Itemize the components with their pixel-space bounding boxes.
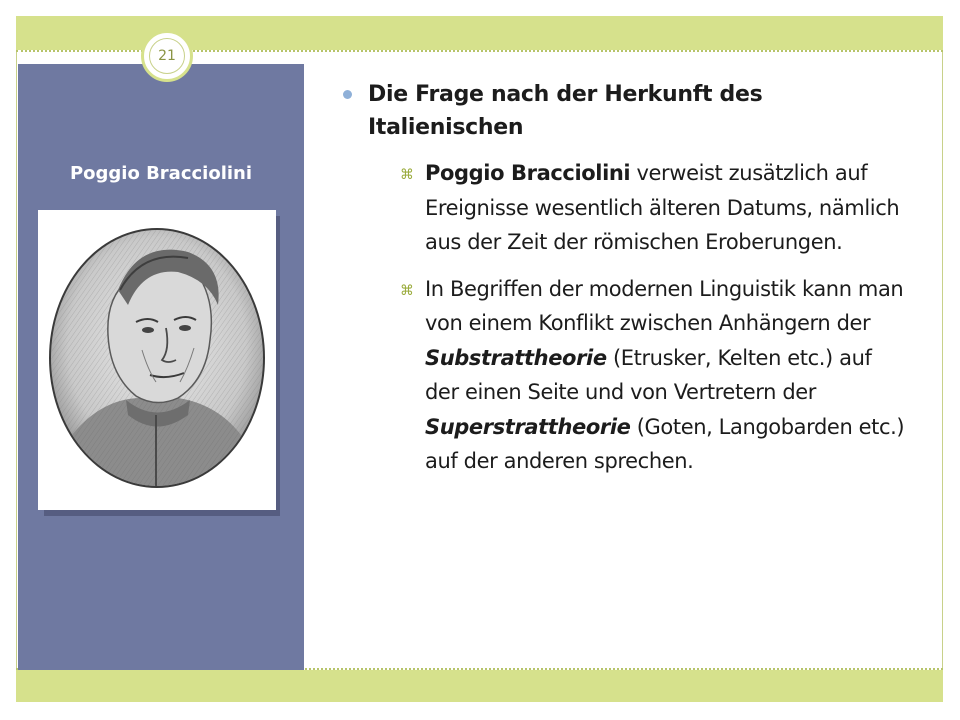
sub-bullet-text: (Goten, Langobarden etc.) auf der anderen sprechen. [425,414,905,473]
engraved-portrait-icon [38,210,276,510]
sub-bullet-text: (Etrusker, Kelten etc.) auf der einen Seite und von Vertretern der [425,345,872,404]
term-substrattheorie: Substrattheorie [425,345,607,370]
cross-bullet-icon: ⌘ [400,282,414,299]
term-superstrattheorie: Superstrattheorie [425,414,631,439]
sub-bullet-text: In Begriffen der modernen Linguistik kann man von einem Konflikt zwischen Anhängern der [425,276,904,335]
bold-name: Poggio Bracciolini [425,161,631,185]
portrait-image [38,210,276,510]
sub-bullet-linguistics [400,272,910,479]
sub-bullet-list [340,156,910,479]
main-bullet-text: Die Frage nach der Herkunft des Italienischen [368,82,763,140]
content-area [340,78,910,491]
bullet-dot-icon [343,90,352,99]
sub-bullet-bracciolini [400,156,910,260]
bottom-accent-band [16,670,943,702]
slide-number: 21 [158,48,176,64]
slide-number-badge [141,30,193,82]
sidebar-title: Poggio Bracciolini [69,163,253,184]
sub-bullet-text: verweist zusätzlich auf Ereignisse wesentlich älteren Datums, nämlich aus der Zeit der römischen Eroberungen. [425,161,900,254]
main-bullet [340,78,910,144]
cross-bullet-icon: ⌘ [400,167,414,183]
